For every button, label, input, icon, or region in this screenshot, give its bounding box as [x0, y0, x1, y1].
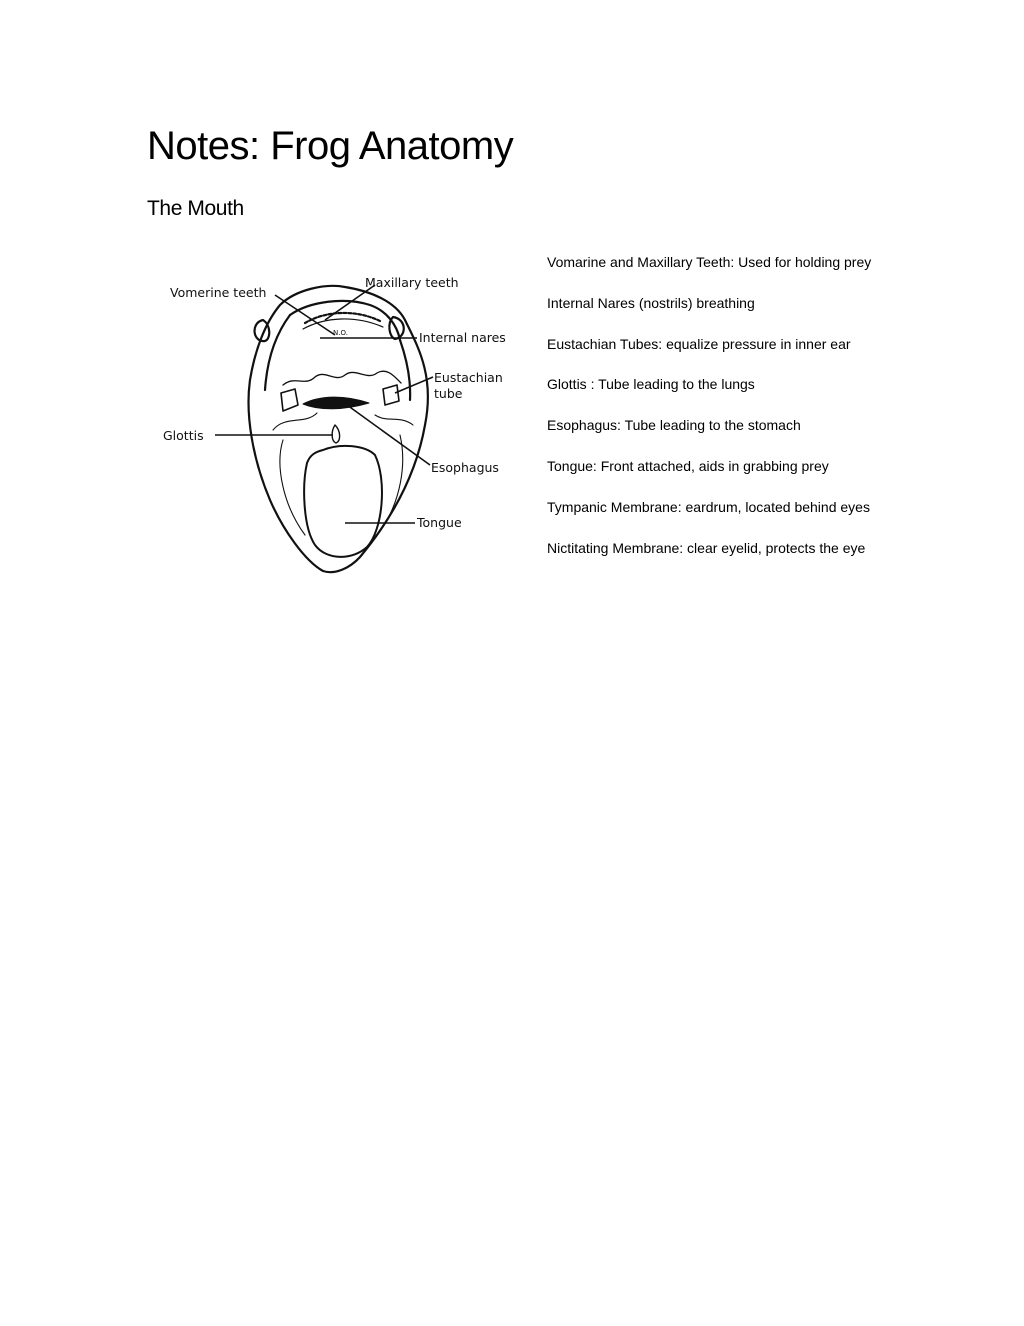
label-glottis: Glottis	[163, 428, 204, 443]
note-item: Nictitating Membrane: clear eyelid, protects the eye	[547, 539, 866, 556]
frog-mouth-diagram	[155, 265, 525, 590]
label-esophagus: Esophagus	[431, 460, 499, 475]
note-item: Vomarine and Maxillary Teeth: Used for holding prey	[547, 254, 872, 270]
label-eustachian-1: Eustachian	[434, 370, 503, 385]
label-vomerine-teeth: Vomerine teeth	[170, 285, 267, 300]
label-maxillary-teeth: Maxillary teeth	[365, 275, 459, 290]
palate	[283, 371, 401, 385]
note-item: Internal Nares (nostrils) breathing	[547, 294, 755, 311]
glottis-shape	[332, 425, 340, 443]
note-item: Esophagus: Tube leading to the stomach	[547, 417, 801, 434]
notes-list	[547, 254, 871, 580]
note-item: Tongue: Front attached, aids in grabbing prey	[547, 457, 829, 474]
label-tongue: Tongue	[417, 515, 462, 530]
section-title: The Mouth	[147, 197, 244, 220]
note-item: Eustachian Tubes: equalize pressure in inner ear	[547, 335, 851, 352]
note-item: Tympanic Membrane: eardrum, located behind eyes	[547, 498, 870, 515]
tongue-shape	[304, 446, 382, 557]
label-internal-nares: Internal nares	[419, 330, 506, 345]
esophagus-slit	[303, 397, 369, 409]
eustachian-tube-right	[383, 385, 399, 405]
page-title: Notes: Frog Anatomy	[147, 124, 514, 168]
eustachian-tube-left	[281, 389, 298, 411]
note-item: Glottis : Tube leading to the lungs	[547, 376, 755, 393]
label-eustachian-2: tube	[434, 386, 463, 401]
label-nares-abbrev: N.O.	[333, 329, 348, 337]
